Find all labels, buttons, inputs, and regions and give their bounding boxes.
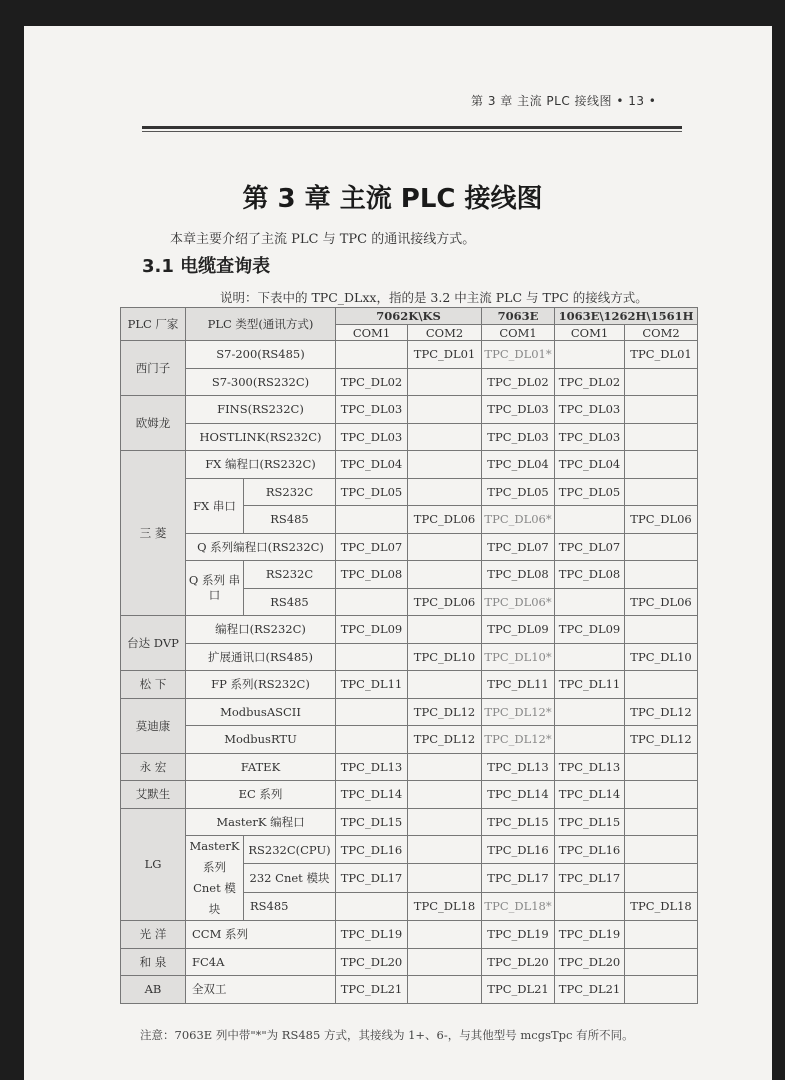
cable-cell — [555, 698, 625, 726]
vendor-cell: 莫迪康 — [121, 698, 186, 753]
cable-cell: TPC_DL19 — [336, 921, 408, 949]
header-model-1063: 1063E\1262H\1561H — [555, 308, 698, 325]
cable-cell: TPC_DL04 — [555, 451, 625, 479]
type-cell: S7-300(RS232C) — [186, 368, 336, 396]
cable-cell: TPC_DL09 — [482, 616, 555, 644]
cable-cell: TPC_DL12* — [482, 698, 555, 726]
type-cell: RS232C(CPU) — [244, 836, 336, 864]
cable-cell — [336, 643, 408, 671]
cable-cell — [336, 506, 408, 534]
cable-cell: TPC_DL06 — [408, 588, 482, 616]
vendor-cell: 和 泉 — [121, 948, 186, 976]
cable-cell — [408, 976, 482, 1004]
header-model-7063: 7063E — [482, 308, 555, 325]
type-cell: CCM 系列 — [186, 921, 336, 949]
cable-cell: TPC_DL14 — [555, 781, 625, 809]
cable-cell: TPC_DL08 — [555, 561, 625, 589]
cable-cell — [408, 864, 482, 892]
cable-cell: TPC_DL16 — [482, 836, 555, 864]
cable-cell: TPC_DL01* — [482, 341, 555, 369]
cable-cell — [336, 341, 408, 369]
vendor-cell: 永 宏 — [121, 753, 186, 781]
cable-cell: TPC_DL01 — [625, 341, 698, 369]
cable-cell: TPC_DL12 — [625, 726, 698, 754]
section-title: 3.1 电缆查询表 — [142, 256, 271, 277]
header-type: PLC 类型(通讯方式) — [186, 308, 336, 341]
cable-cell — [625, 423, 698, 451]
chapter-title: 第 3 章 主流 PLC 接线图 — [242, 184, 543, 214]
type-group-cell: MasterK 系列 Cnet 模块 — [186, 836, 244, 921]
cable-cell: TPC_DL11 — [482, 671, 555, 699]
cable-cell — [408, 781, 482, 809]
cable-cell: TPC_DL15 — [482, 808, 555, 836]
cable-cell: TPC_DL06* — [482, 588, 555, 616]
cable-cell — [336, 892, 408, 920]
type-group-cell: Q 系列 串口 — [186, 561, 244, 616]
type-cell: RS485 — [244, 588, 336, 616]
type-cell: MasterK 编程口 — [186, 808, 336, 836]
table-row — [121, 781, 698, 809]
cable-cell: TPC_DL21 — [482, 976, 555, 1004]
table-row — [121, 451, 698, 479]
header-model-7062: 7062K\KS — [336, 308, 482, 325]
cable-cell — [336, 588, 408, 616]
header-rule — [142, 126, 682, 129]
table-row — [121, 836, 698, 864]
table-row — [121, 948, 698, 976]
cable-cell: TPC_DL17 — [336, 864, 408, 892]
cable-cell: TPC_DL05 — [482, 478, 555, 506]
vendor-cell: 西门子 — [121, 341, 186, 396]
cable-cell — [625, 976, 698, 1004]
cable-cell — [625, 616, 698, 644]
cable-cell — [408, 533, 482, 561]
header-rule-thin — [142, 131, 682, 132]
vendor-cell: AB — [121, 976, 186, 1004]
cable-cell: TPC_DL17 — [555, 864, 625, 892]
table-row — [121, 753, 698, 781]
cable-cell — [625, 396, 698, 424]
header-com1: COM1 — [336, 325, 408, 341]
cable-cell: TPC_DL03 — [482, 396, 555, 424]
table-row — [121, 341, 698, 369]
cable-cell — [625, 921, 698, 949]
cable-cell: TPC_DL07 — [482, 533, 555, 561]
table-note: 说明：下表中的 TPC_DLxx，指的是 3.2 中主流 PLC 与 TPC 的接线方式。 — [220, 290, 648, 305]
intro-paragraph: 本章主要介绍了主流 PLC 与 TPC 的通讯接线方式。 — [170, 232, 476, 247]
cable-cell: TPC_DL03 — [336, 396, 408, 424]
cable-cell: TPC_DL21 — [555, 976, 625, 1004]
cable-cell — [336, 698, 408, 726]
cable-cell: TPC_DL14 — [336, 781, 408, 809]
type-cell: FP 系列(RS232C) — [186, 671, 336, 699]
cable-cell: TPC_DL08 — [482, 561, 555, 589]
cable-cell: TPC_DL15 — [336, 808, 408, 836]
cable-cell — [336, 726, 408, 754]
table-row — [121, 808, 698, 836]
cable-cell: TPC_DL16 — [336, 836, 408, 864]
cable-cell — [408, 396, 482, 424]
cable-cell: TPC_DL03 — [555, 396, 625, 424]
cable-cell: TPC_DL16 — [555, 836, 625, 864]
cable-cell — [555, 726, 625, 754]
table-row — [121, 643, 698, 671]
vendor-cell: LG — [121, 808, 186, 921]
cable-cell: TPC_DL12* — [482, 726, 555, 754]
cable-cell: TPC_DL01 — [408, 341, 482, 369]
cable-cell — [408, 671, 482, 699]
cable-cell — [408, 423, 482, 451]
type-cell: ModbusRTU — [186, 726, 336, 754]
cable-cell: TPC_DL18 — [625, 892, 698, 920]
cable-cell — [408, 753, 482, 781]
cable-cell: TPC_DL13 — [336, 753, 408, 781]
vendor-cell: 台达 DVP — [121, 616, 186, 671]
cable-cell: TPC_DL10 — [408, 643, 482, 671]
type-cell: HOSTLINK(RS232C) — [186, 423, 336, 451]
cable-cell: TPC_DL05 — [336, 478, 408, 506]
cable-cell: TPC_DL02 — [336, 368, 408, 396]
cable-lookup-table — [120, 307, 698, 1004]
cable-cell — [555, 643, 625, 671]
cable-cell: TPC_DL02 — [482, 368, 555, 396]
cable-cell — [555, 892, 625, 920]
cable-cell — [408, 616, 482, 644]
cable-cell — [408, 808, 482, 836]
cable-cell — [408, 561, 482, 589]
table-header-row — [121, 308, 698, 325]
footnote: 注意：7063E 列中带"*"为 RS485 方式，其接线为 1+、6-，与其他型号 mcgsTpc 有所不同。 — [140, 1028, 634, 1042]
cable-cell: TPC_DL06 — [408, 506, 482, 534]
cable-cell: TPC_DL12 — [408, 698, 482, 726]
cable-cell: TPC_DL09 — [555, 616, 625, 644]
cable-cell — [625, 368, 698, 396]
cable-cell: TPC_DL13 — [555, 753, 625, 781]
cable-cell: TPC_DL15 — [555, 808, 625, 836]
cable-cell: TPC_DL08 — [336, 561, 408, 589]
type-cell: 扩展通讯口(RS485) — [186, 643, 336, 671]
cable-cell: TPC_DL20 — [555, 948, 625, 976]
cable-cell: TPC_DL07 — [555, 533, 625, 561]
cable-cell — [555, 506, 625, 534]
type-cell: FINS(RS232C) — [186, 396, 336, 424]
type-cell: ModbusASCII — [186, 698, 336, 726]
cable-cell: TPC_DL06* — [482, 506, 555, 534]
cable-cell — [625, 948, 698, 976]
cable-cell: TPC_DL11 — [555, 671, 625, 699]
cable-cell: TPC_DL12 — [408, 726, 482, 754]
cable-cell: TPC_DL05 — [555, 478, 625, 506]
header-com1: COM1 — [555, 325, 625, 341]
vendor-cell: 松 下 — [121, 671, 186, 699]
cable-cell — [555, 341, 625, 369]
type-cell: FATEK — [186, 753, 336, 781]
cable-cell — [625, 836, 698, 864]
cable-cell: TPC_DL19 — [482, 921, 555, 949]
cable-cell: TPC_DL20 — [336, 948, 408, 976]
cable-cell — [555, 588, 625, 616]
cable-cell — [408, 451, 482, 479]
header-vendor: PLC 厂家 — [121, 308, 186, 341]
table-row — [121, 478, 698, 506]
type-cell: RS232C — [244, 478, 336, 506]
cable-cell: TPC_DL12 — [625, 698, 698, 726]
table-row — [121, 921, 698, 949]
vendor-cell: 艾默生 — [121, 781, 186, 809]
table-row — [121, 698, 698, 726]
header-com1: COM1 — [482, 325, 555, 341]
vendor-cell: 光 洋 — [121, 921, 186, 949]
cable-cell: TPC_DL20 — [482, 948, 555, 976]
type-cell: 全双工 — [186, 976, 336, 1004]
type-cell: 编程口(RS232C) — [186, 616, 336, 644]
cable-cell: TPC_DL04 — [482, 451, 555, 479]
running-head: 第 3 章 主流 PLC 接线图 • 13 • — [471, 94, 657, 108]
table-row — [121, 976, 698, 1004]
type-cell: EC 系列 — [186, 781, 336, 809]
cable-cell — [408, 368, 482, 396]
cable-cell: TPC_DL10* — [482, 643, 555, 671]
cable-cell — [625, 478, 698, 506]
cable-cell — [625, 864, 698, 892]
cable-cell — [625, 533, 698, 561]
cable-cell — [625, 753, 698, 781]
cable-cell — [625, 808, 698, 836]
type-cell: S7-200(RS485) — [186, 341, 336, 369]
type-cell: FC4A — [186, 948, 336, 976]
cable-cell: TPC_DL02 — [555, 368, 625, 396]
type-cell: Q 系列编程口(RS232C) — [186, 533, 336, 561]
cable-cell: TPC_DL07 — [336, 533, 408, 561]
table-row — [121, 368, 698, 396]
table-row — [121, 396, 698, 424]
cable-cell: TPC_DL04 — [336, 451, 408, 479]
cable-cell: TPC_DL06 — [625, 588, 698, 616]
table-row — [121, 616, 698, 644]
cable-cell — [625, 561, 698, 589]
cable-cell: TPC_DL14 — [482, 781, 555, 809]
cable-cell: TPC_DL10 — [625, 643, 698, 671]
cable-cell: TPC_DL11 — [336, 671, 408, 699]
cable-cell — [408, 921, 482, 949]
cable-cell: TPC_DL18 — [408, 892, 482, 920]
cable-cell: TPC_DL13 — [482, 753, 555, 781]
cable-cell — [625, 781, 698, 809]
cable-cell — [625, 451, 698, 479]
type-cell: 232 Cnet 模块 — [244, 864, 336, 892]
cable-cell: TPC_DL09 — [336, 616, 408, 644]
cable-cell — [408, 948, 482, 976]
cable-cell: TPC_DL19 — [555, 921, 625, 949]
header-com2: COM2 — [625, 325, 698, 341]
cable-cell: TPC_DL03 — [555, 423, 625, 451]
cable-cell: TPC_DL06 — [625, 506, 698, 534]
type-cell: RS485 — [244, 892, 336, 920]
table-row — [121, 561, 698, 589]
cable-cell: TPC_DL03 — [336, 423, 408, 451]
cable-cell — [408, 836, 482, 864]
table-row — [121, 533, 698, 561]
vendor-cell: 三 菱 — [121, 451, 186, 616]
cable-cell — [625, 671, 698, 699]
type-cell: FX 编程口(RS232C) — [186, 451, 336, 479]
type-cell: RS485 — [244, 506, 336, 534]
cable-cell: TPC_DL03 — [482, 423, 555, 451]
vendor-cell: 欧姆龙 — [121, 396, 186, 451]
table-row — [121, 726, 698, 754]
type-cell: RS232C — [244, 561, 336, 589]
cable-cell: TPC_DL18* — [482, 892, 555, 920]
cable-cell: TPC_DL21 — [336, 976, 408, 1004]
table-row — [121, 671, 698, 699]
cable-cell: TPC_DL17 — [482, 864, 555, 892]
cable-cell — [408, 478, 482, 506]
type-group-cell: FX 串口 — [186, 478, 244, 533]
header-com2: COM2 — [408, 325, 482, 341]
table-row — [121, 423, 698, 451]
